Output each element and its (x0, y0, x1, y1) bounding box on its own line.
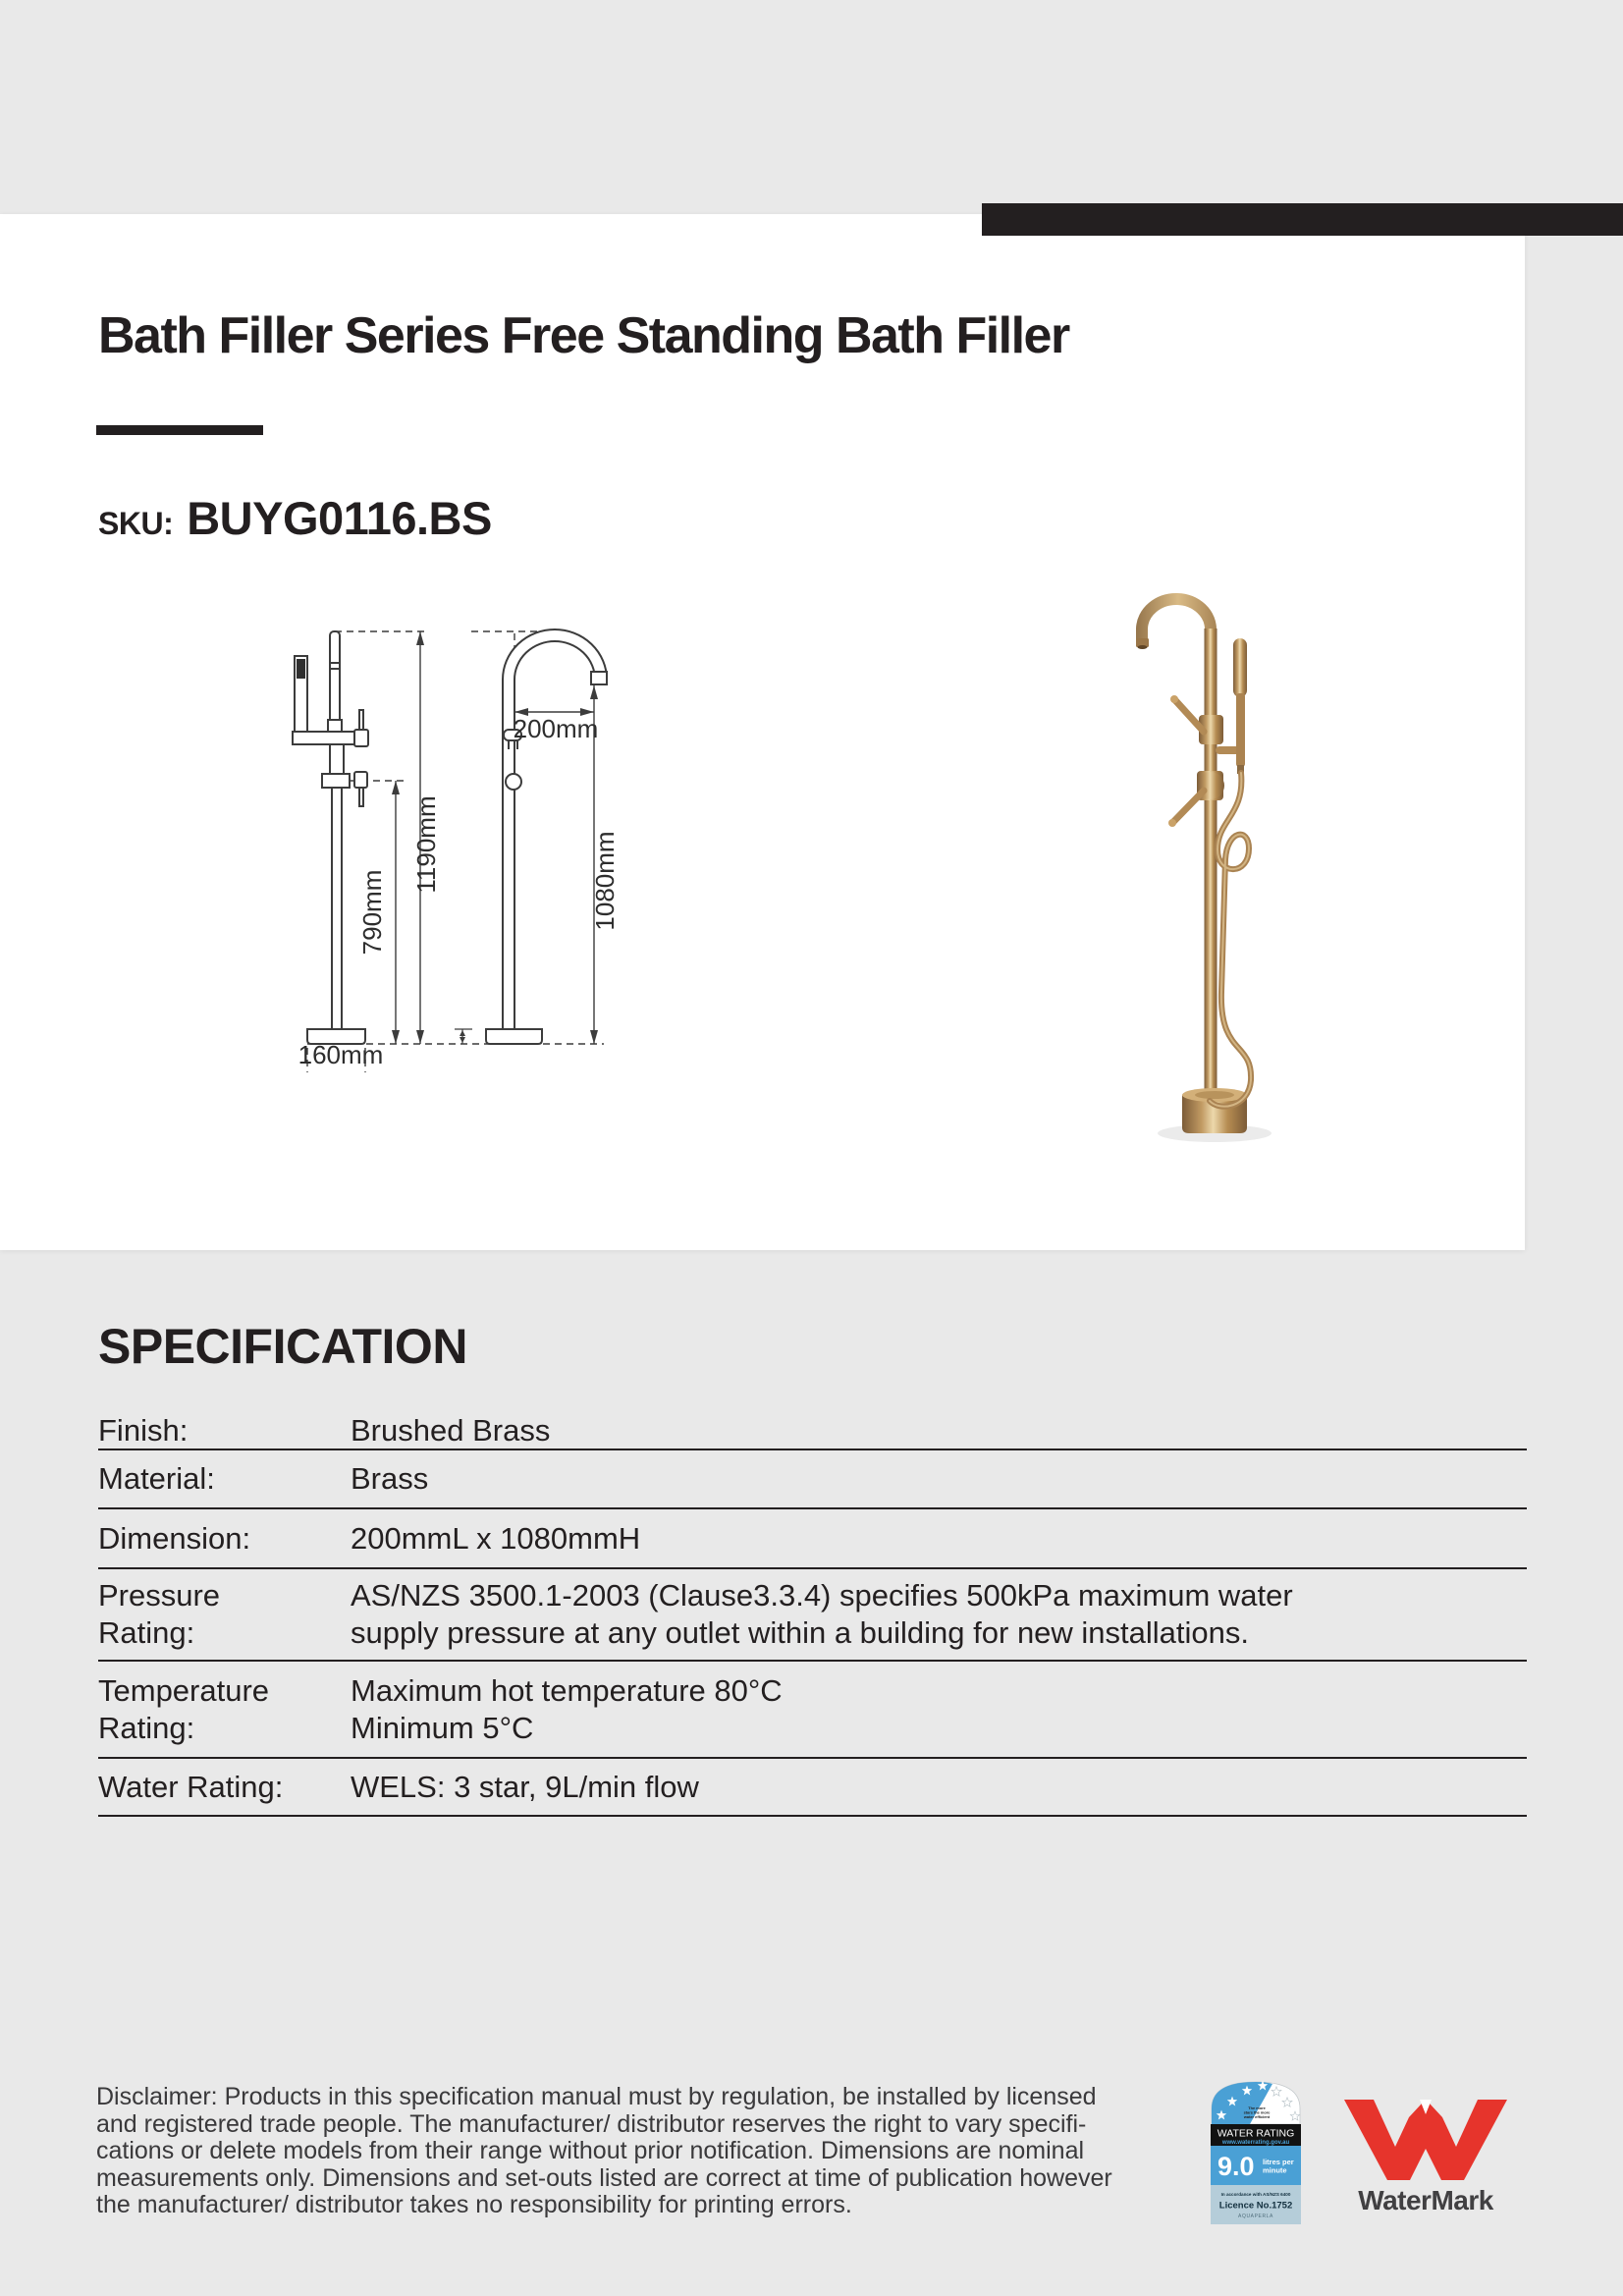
spec-label: Rating: (98, 1615, 195, 1650)
wels-band-url: www.waterrating.gov.au (1221, 2139, 1290, 2146)
sku-value: BUYG0116.BS (187, 492, 492, 544)
wels-band-title: WATER RATING (1217, 2127, 1295, 2140)
table-row (98, 1412, 1527, 1450)
dim-spout-reach: 200mm (513, 714, 599, 743)
table-row (98, 1759, 1527, 1817)
spec-value: WELS: 3 star, 9L/min flow (351, 1769, 699, 1804)
spec-label: Rating: (98, 1710, 195, 1745)
spec-label: Finish: (98, 1412, 189, 1448)
table-row (98, 1450, 1527, 1509)
spec-label: Pressure (98, 1578, 221, 1613)
spec-label: Dimension: (98, 1520, 251, 1556)
dim-base-width: 160mm (298, 1040, 384, 1069)
spec-value: Maximum hot temperature 80°C (351, 1672, 783, 1708)
spec-value: Brass (351, 1461, 429, 1496)
dim-spout-height: 1080mm (590, 831, 620, 931)
wels-flow-value: 9.0 (1217, 2152, 1255, 2181)
wels-tagline: stars the more (1243, 2109, 1271, 2115)
water-rating-badge (1211, 2079, 1301, 2224)
spec-value: Minimum 5°C (351, 1710, 534, 1745)
specification-table (98, 1412, 1527, 1817)
wels-brand: AQUAPERLA (1238, 2214, 1273, 2219)
header-accent-bar (982, 203, 1623, 236)
disclaimer-text (96, 2084, 1166, 2219)
spec-value: 200mmL x 1080mmH (351, 1520, 641, 1556)
title-underline (96, 425, 263, 435)
wels-flow-unit: minute (1263, 2165, 1287, 2175)
watermark-logo (1337, 2088, 1514, 2225)
wels-flow-unit: litres per (1263, 2158, 1294, 2166)
spec-label: Water Rating: (98, 1769, 284, 1804)
specification-heading: SPECIFICATION (98, 1319, 467, 1374)
spec-value: supply pressure at any outlet within a building for new installations. (351, 1615, 1250, 1650)
table-row (98, 1569, 1527, 1662)
dim-total-height: 1190mm (411, 795, 441, 894)
table-row (98, 1509, 1527, 1569)
dim-lever-height: 790mm (357, 869, 387, 956)
disclaimer-line: Disclaimer: Products in this specification manual must by regulation, be installed by licensed (96, 2083, 1097, 2110)
page-title: Bath Filler Series Free Standing Bath Filler (98, 307, 1069, 364)
table-row (98, 1662, 1527, 1759)
spec-value: AS/NZS 3500.1-2003 (Clause3.3.4) specifies 500kPa maximum water (351, 1578, 1293, 1613)
disclaimer-line: cations or delete models from their range without prior notification. Dimensions are nominal (96, 2137, 1085, 2165)
spec-label: Temperature (98, 1672, 270, 1708)
wels-tagline: The more (1248, 2105, 1266, 2110)
sku-row (98, 491, 492, 545)
sku-label: SKU: (98, 506, 174, 541)
wels-accordance: In accordance with AS/NZS 6400 (1220, 2192, 1291, 2197)
product-photo (1060, 570, 1434, 1159)
watermark-label: WaterMark (1358, 2185, 1493, 2215)
spec-label: Material: (98, 1461, 215, 1496)
disclaimer-line: and registered trade people. The manufacturer/ distributor reserves the right to vary specifi- (96, 2109, 1087, 2138)
technical-drawing (280, 619, 633, 1080)
disclaimer-line: measurements only. Dimensions and set-outs listed are correct at time of publication however (96, 2163, 1112, 2192)
spec-value: Brushed Brass (351, 1412, 551, 1448)
wels-tagline: water efficient (1243, 2114, 1271, 2119)
wels-licence: Licence No.1752 (1218, 2200, 1293, 2212)
disclaimer-line: the manufacturer/ distributor takes no responsibility for printing errors. (96, 2191, 852, 2219)
